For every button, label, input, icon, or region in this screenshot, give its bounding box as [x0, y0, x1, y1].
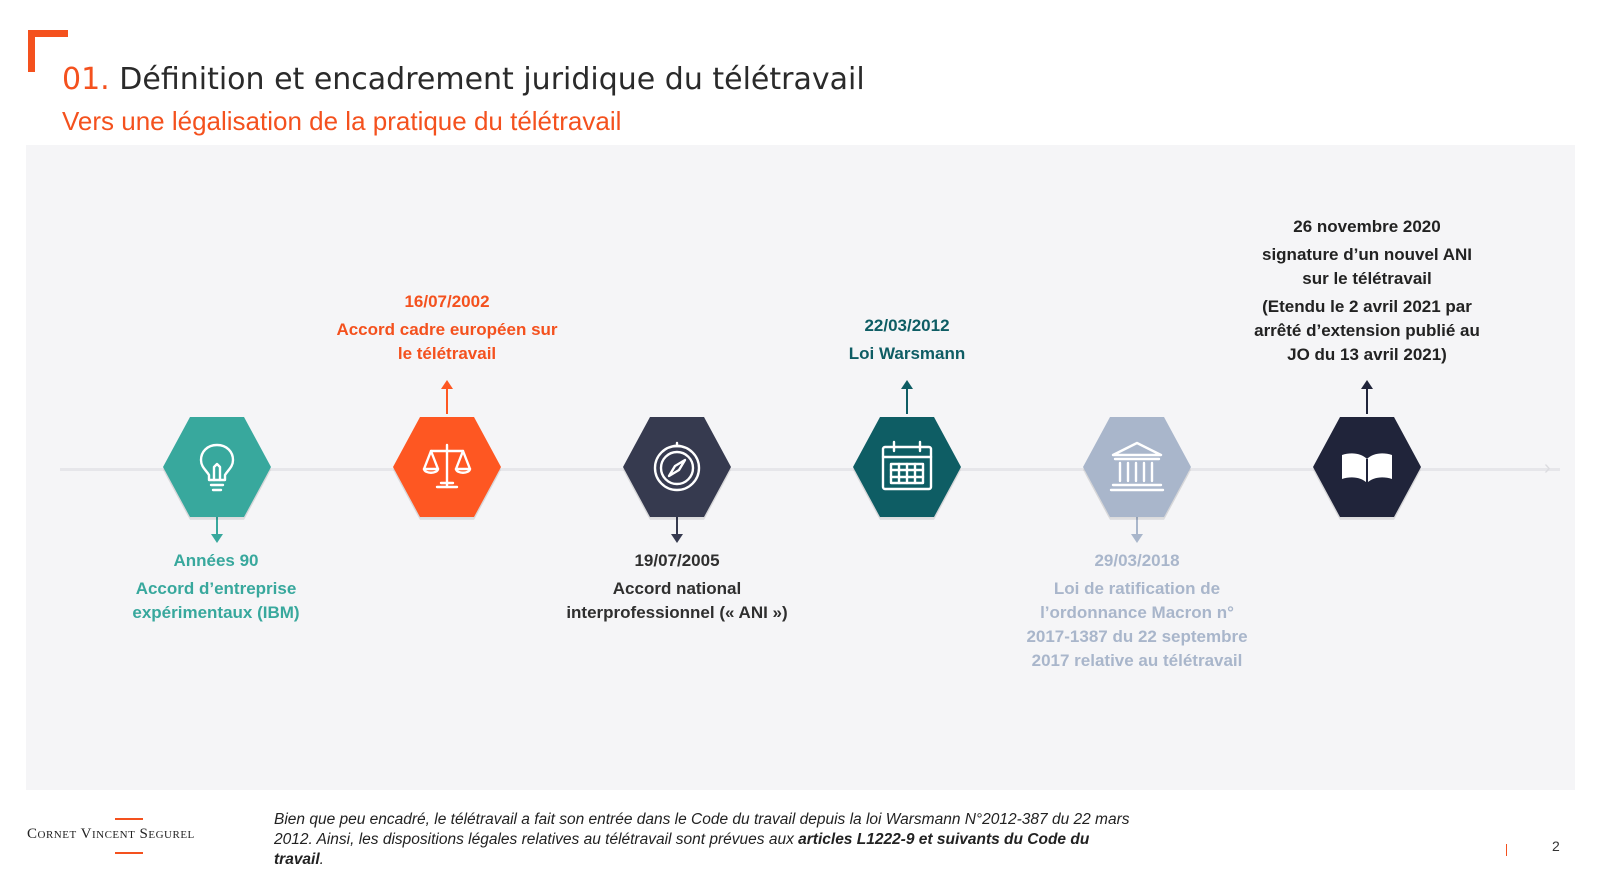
timeline-label-6: [1227, 215, 1507, 367]
timeline-label-2: [307, 290, 587, 366]
timeline-node-4: [853, 417, 961, 517]
lightbulb-icon: [187, 437, 247, 497]
page-title: [62, 62, 865, 97]
event-date: Années 90: [173, 551, 259, 570]
arrow-up-icon: [441, 380, 453, 389]
event-date: 29/03/2018: [1094, 551, 1180, 570]
timeline-label-5: [997, 549, 1277, 673]
page-subtitle: Vers une légalisation de la pratique du télétravail: [62, 106, 622, 136]
arrow-up-icon: [1361, 380, 1373, 389]
arrow-down-icon: [671, 534, 683, 543]
page-separator: [1506, 844, 1507, 856]
arrow-down-icon: [1131, 534, 1143, 543]
arrow-up-icon: [901, 380, 913, 389]
note-text: Bien que peu encadré, le télétravail a fait son entrée dans le Code du travail depuis la loi Warsmann N°2012-387 du 22 mars 2012. Ainsi, les dispositions légales relatives au télétravail sont prévues aux: [274, 811, 1130, 848]
calendar-icon: [877, 437, 937, 497]
event-date: 16/07/2002: [404, 292, 490, 311]
axis-arrow-icon: ›: [1544, 457, 1551, 479]
footer-note: [274, 810, 1134, 870]
connector-4: [906, 388, 908, 414]
event-desc: Accord cadre européen sur le télétravail: [336, 320, 558, 363]
timeline-label-1: [76, 549, 356, 625]
timeline-node-6: [1313, 417, 1421, 517]
timeline-label-3: [537, 549, 817, 625]
timeline-node-1: [163, 417, 271, 517]
note-end: .: [319, 851, 324, 868]
note-bold: articles L1222-9 et suivants du Code du travail: [274, 831, 1090, 868]
event-date: 26 novembre 2020: [1293, 217, 1441, 236]
timeline-node-3: [623, 417, 731, 517]
timeline-label-4: [767, 314, 1047, 366]
logo-text: Cornet Vincent Segurel: [27, 826, 195, 842]
section-number: 01.: [62, 62, 110, 97]
courthouse-icon: [1107, 437, 1167, 497]
event-extra: (Etendu le 2 avril 2021 par arrêté d’extension publié au JO du 13 avril 2021): [1254, 297, 1480, 364]
event-date: 19/07/2005: [634, 551, 720, 570]
timeline-node-5: [1083, 417, 1191, 517]
event-desc: Loi Warsmann: [848, 344, 966, 363]
title-text: Définition et encadrement juridique du télétravail: [119, 62, 865, 97]
event-date: 22/03/2012: [864, 316, 950, 335]
compass-icon: [647, 437, 707, 497]
timeline-node-2: [393, 417, 501, 517]
arrow-down-icon: [211, 534, 223, 543]
event-desc: Accord national interprofessionnel (« ANI »): [566, 579, 788, 622]
event-desc: Accord d’entreprise expérimentaux (IBM): [132, 579, 300, 622]
page-number: 2: [1552, 838, 1560, 854]
connector-6: [1366, 388, 1368, 414]
open-book-icon: [1337, 437, 1397, 497]
company-logo: [27, 818, 237, 858]
event-desc: signature d’un nouvel ANI sur le télétravail: [1262, 245, 1472, 288]
event-desc: Loi de ratification de l’ordonnance Macron n° 2017-1387 du 22 septembre 2017 relative au télétravail: [1026, 579, 1248, 670]
connector-2: [446, 388, 448, 414]
scales-icon: [417, 437, 477, 497]
